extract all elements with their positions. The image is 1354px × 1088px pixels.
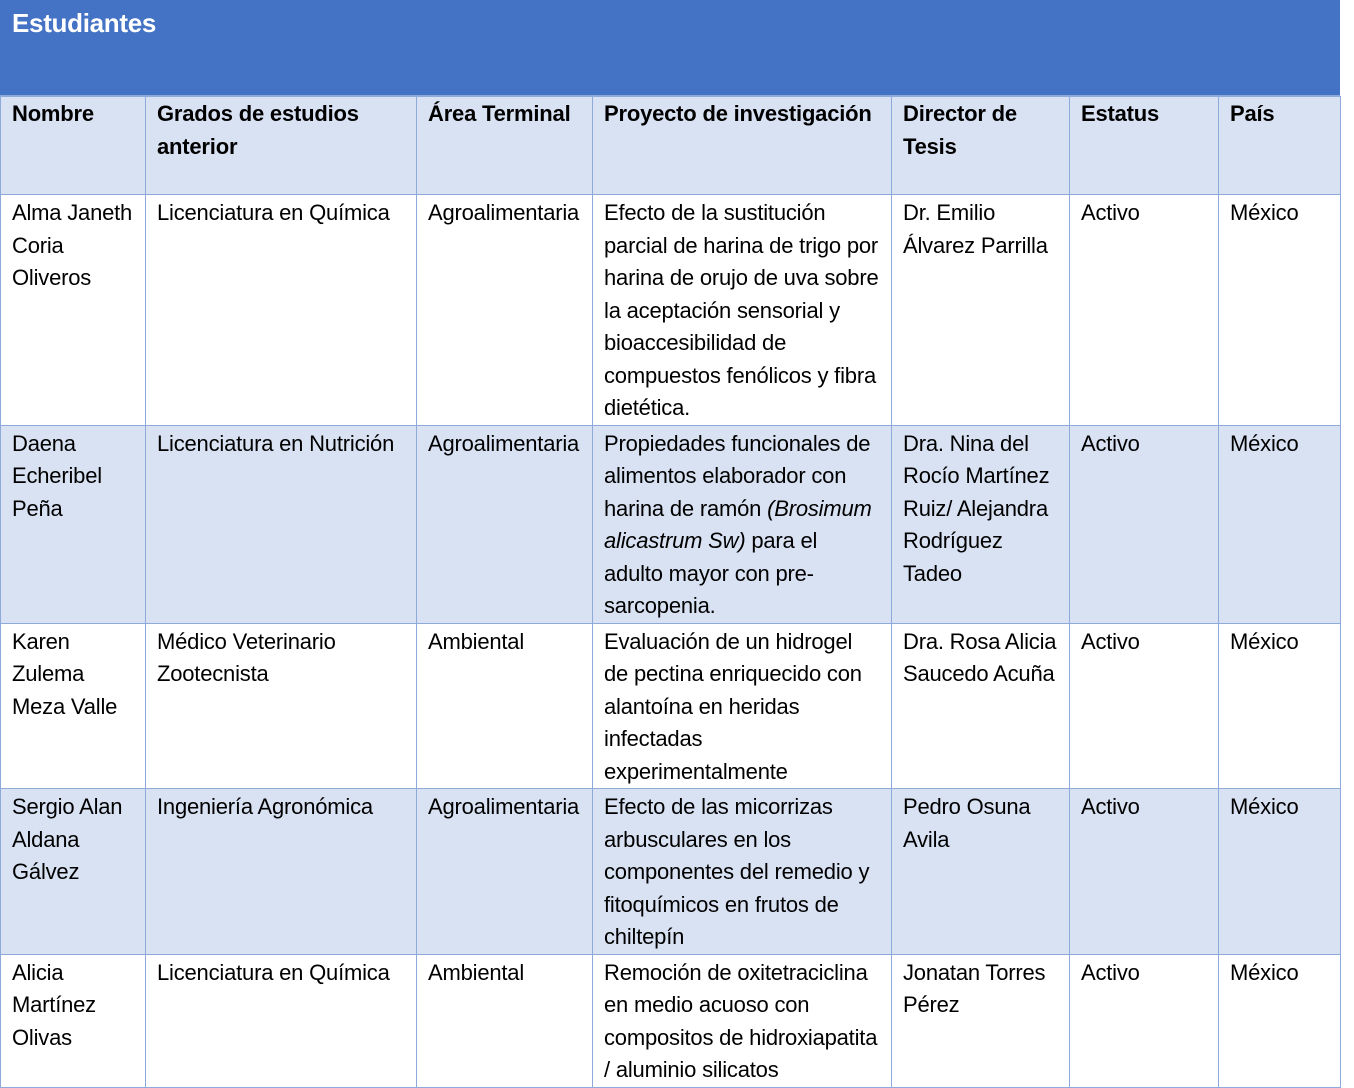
- cell-nombre: Sergio Alan Aldana Gálvez: [1, 789, 146, 955]
- table-row: [1, 954, 1341, 1087]
- title-bar: [0, 0, 1340, 96]
- cell-proyecto: [593, 425, 892, 623]
- cell-estatus: Activo: [1070, 789, 1219, 955]
- cell-director: Dra. Nina del Rocío Martínez Ruiz/ Alejandra Rodríguez Tadeo: [892, 425, 1070, 623]
- header-proyecto: Proyecto de investigación: [593, 97, 892, 195]
- cell-area: Agroalimentaria: [417, 789, 593, 955]
- cell-area: Ambiental: [417, 623, 593, 789]
- proyecto-text-pre: Propiedades funcionales de alimentos elaborador con harina de ramón: [604, 430, 871, 521]
- cell-director: Dra. Rosa Alicia Saucedo Acuña: [892, 623, 1070, 789]
- header-director: Director de Tesis: [892, 97, 1070, 195]
- cell-area: Agroalimentaria: [417, 425, 593, 623]
- students-table: [0, 96, 1341, 1088]
- cell-grados: Licenciatura en Nutrición: [146, 425, 417, 623]
- cell-director: Dr. Emilio Álvarez Parrilla: [892, 195, 1070, 426]
- cell-director: Jonatan Torres Pérez: [892, 954, 1070, 1087]
- cell-nombre: Alicia Martínez Olivas: [1, 954, 146, 1087]
- page-title: Estudiantes: [12, 8, 157, 38]
- header-pais: País: [1219, 97, 1341, 195]
- cell-nombre: Daena Echeribel Peña: [1, 425, 146, 623]
- cell-estatus: Activo: [1070, 623, 1219, 789]
- cell-pais: México: [1219, 954, 1341, 1087]
- cell-estatus: Activo: [1070, 425, 1219, 623]
- cell-grados: Licenciatura en Química: [146, 954, 417, 1087]
- cell-nombre: Karen Zulema Meza Valle: [1, 623, 146, 789]
- cell-pais: México: [1219, 789, 1341, 955]
- cell-grados: Médico Veterinario Zootecnista: [146, 623, 417, 789]
- cell-nombre: Alma Janeth Coria Oliveros: [1, 195, 146, 426]
- proyecto-text-italic: (Brosimum alicastrum Sw): [604, 495, 872, 553]
- cell-grados: Licenciatura en Química: [146, 195, 417, 426]
- cell-director: Pedro Osuna Avila: [892, 789, 1070, 955]
- cell-proyecto: Remoción de oxitetraciclina en medio acuoso con compositos de hidroxiapatita / aluminio silicatos: [593, 954, 892, 1087]
- header-nombre: Nombre: [1, 97, 146, 195]
- cell-area: Ambiental: [417, 954, 593, 1087]
- cell-pais: México: [1219, 623, 1341, 789]
- header-estatus: Estatus: [1070, 97, 1219, 195]
- table-row: [1, 425, 1341, 623]
- cell-proyecto: Efecto de las micorrizas arbusculares en los componentes del remedio y fitoquímicos en frutos de chiltepín: [593, 789, 892, 955]
- table-header-row: [1, 97, 1341, 195]
- cell-area: Agroalimentaria: [417, 195, 593, 426]
- cell-proyecto: Efecto de la sustitución parcial de harina de trigo por harina de orujo de uva sobre la aceptación sensorial y bioaccesibilidad de compuestos fenólicos y fibra dietética.: [593, 195, 892, 426]
- cell-estatus: Activo: [1070, 954, 1219, 1087]
- table-row: [1, 195, 1341, 426]
- table-row: [1, 789, 1341, 955]
- cell-estatus: Activo: [1070, 195, 1219, 426]
- cell-pais: México: [1219, 425, 1341, 623]
- proyecto-text-post: para el adulto mayor con pre-sarcopenia.: [604, 528, 818, 618]
- table-row: [1, 623, 1341, 789]
- cell-grados: Ingeniería Agronómica: [146, 789, 417, 955]
- header-grados: Grados de estudios anterior: [146, 97, 417, 195]
- cell-proyecto: Evaluación de un hidrogel de pectina enriquecido con alantoína en heridas infectadas experimentalmente: [593, 623, 892, 789]
- cell-pais: México: [1219, 195, 1341, 426]
- header-area: Área Terminal: [417, 97, 593, 195]
